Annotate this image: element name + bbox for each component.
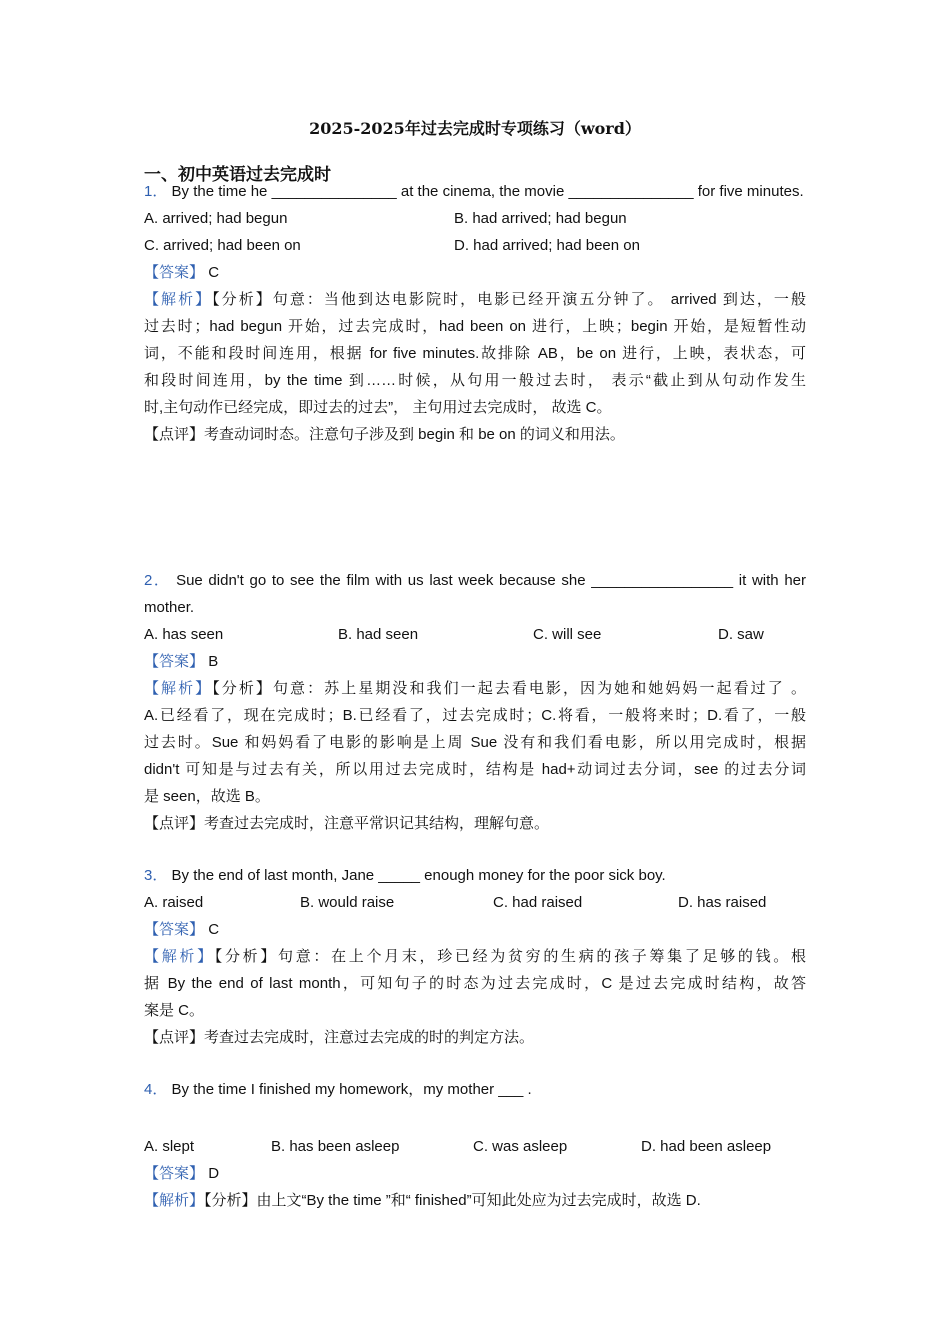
- question-stem: [144, 178, 806, 205]
- answer-value: C: [208, 921, 220, 938]
- question-text: By the end of last month, Jane _____ enough money for the poor sick boy.: [171, 867, 666, 884]
- spacer: [144, 1103, 806, 1133]
- answer-line: [144, 648, 806, 675]
- options-row: [144, 621, 806, 648]
- analysis-line: A.已经看了，现在完成时；B.已经看了，过去完成时；C.将看，一般将来时；D.看了，一般: [144, 707, 806, 724]
- analysis-text: 【分析】由上文“By the time ”和“ finished”可知此处应为过去完成时，故选 D.: [204, 1192, 701, 1209]
- analysis-paragraph: [144, 943, 806, 1024]
- analysis-line: didn't 可知是与过去有关，所以用过去完成时，结构是 had+动词过去分词，see 的过去分词: [144, 761, 806, 778]
- analysis-line: [144, 675, 806, 702]
- question-text-continued: mother.: [144, 599, 195, 616]
- option-b: B. had seen: [338, 626, 419, 643]
- question-number: 1．: [144, 183, 168, 200]
- question-4: [144, 1076, 806, 1214]
- document-title: 2025-2025年过去完成时专项练习（word）: [309, 119, 641, 138]
- section-heading: 一、初中英语过去完成时: [144, 165, 331, 185]
- analysis-line: [144, 286, 806, 313]
- comment-line: 【点评】考查过去完成时，注意平常识记其结构，理解句意。: [144, 815, 550, 832]
- analysis-line: 过去时；had begun 开始，过去完成时，had been on 进行，上映；begin 开始，是短暂性动: [144, 318, 806, 335]
- analysis-tag: 【解析】: [144, 948, 215, 965]
- analysis-line: 和段时间连用，by the time 到……时候，从句用一般过去时， 表示“截止到从句动作发生: [144, 372, 806, 389]
- option-a: A. raised: [144, 894, 204, 911]
- answer-line: [144, 916, 806, 943]
- option-c: C. will see: [533, 626, 602, 643]
- answer-value: D: [208, 1165, 220, 1182]
- option-d: D. had been asleep: [641, 1138, 772, 1155]
- analysis-line: 词，不能和段时间连用，根据 for five minutes.故排除 AB，be on 进行，上映，表状态，可: [144, 345, 806, 362]
- answer-tag: 【答案】: [144, 653, 205, 670]
- analysis-line: 过去时。Sue 和妈妈看了电影的影响是上周 Sue 没有和我们看电影，所以用完成时，根据: [144, 734, 806, 751]
- analysis-tag: 【解析】: [144, 680, 213, 697]
- answer-value: C: [208, 264, 220, 281]
- question-1: [144, 178, 806, 448]
- option-c: C. had raised: [493, 894, 583, 911]
- option-b: B. had arrived; had begun: [454, 210, 627, 227]
- analysis-text: 【分析】句意：苏上星期没和我们一起去看电影，因为她和她妈妈一起看过了 。: [212, 680, 806, 697]
- option-b: B. would raise: [300, 894, 395, 911]
- question-number: 3．: [144, 867, 168, 884]
- analysis-line: [144, 1187, 806, 1214]
- analysis-tag: 【解析】: [144, 1192, 205, 1209]
- comment-line: 【点评】考查动词时态。注意句子涉及到 begin 和 be on 的词义和用法。: [144, 426, 625, 443]
- analysis-paragraph: [144, 286, 806, 421]
- question-number: 4．: [144, 1081, 168, 1098]
- option-c: C. arrived; had been on: [144, 237, 301, 254]
- analysis-paragraph: [144, 1187, 806, 1214]
- question-text: By the time I finished my homework，my mother ___ .: [171, 1081, 532, 1098]
- analysis-line: [144, 943, 806, 970]
- option-d: D. saw: [718, 626, 764, 643]
- answer-line: [144, 259, 806, 286]
- analysis-line: 据 By the end of last month，可知句子的时态为过去完成时，C 是过去完成时结构，故答: [144, 975, 806, 992]
- analysis-line: 是 seen，故选 B。: [144, 788, 270, 805]
- analysis-text: 【分析】句意：当他到达电影院时，电影已经开演五分钟了。 arrived 到达，一般: [212, 291, 806, 308]
- analysis-paragraph: [144, 675, 806, 810]
- analysis-text: 【分析】句意：在上个月末，珍已经为贫穷的生病的孩子筹集了足够的钱。根: [214, 948, 806, 965]
- option-d: D. has raised: [678, 894, 767, 911]
- answer-value: B: [208, 653, 219, 670]
- analysis-line: 时,主句动作已经完成，即过去的过去”， 主句用过去完成时， 故选 C。: [144, 399, 612, 416]
- question-stem: [144, 1076, 806, 1103]
- option-d: D. had arrived; had been on: [454, 237, 640, 254]
- answer-line: [144, 1160, 806, 1187]
- analysis-line: 案是 C。: [144, 1002, 205, 1019]
- comment-line: 【点评】考查过去完成时，注意过去完成的时的判定方法。: [144, 1029, 535, 1046]
- answer-tag: 【答案】: [144, 921, 205, 938]
- analysis-tag: 【解析】: [144, 291, 213, 308]
- options-row: [144, 1133, 806, 1160]
- question-number: 2．: [144, 572, 171, 589]
- question-text: By the time he _______________ at the cinema, the movie _______________ for five minutes.: [171, 183, 804, 200]
- question-2: [144, 567, 806, 837]
- option-b: B. has been asleep: [271, 1138, 400, 1155]
- options-row: [144, 205, 806, 232]
- option-a: A. slept: [144, 1138, 195, 1155]
- question-stem: [144, 862, 806, 889]
- option-a: A. has seen: [144, 626, 224, 643]
- options-row: [144, 232, 806, 259]
- answer-tag: 【答案】: [144, 264, 205, 281]
- answer-tag: 【答案】: [144, 1165, 205, 1182]
- question-text: Sue didn't go to see the film with us last week because she _________________ it with her: [176, 572, 807, 589]
- question-3: [144, 862, 806, 1051]
- options-row: [144, 889, 806, 916]
- option-a: A. arrived; had begun: [144, 210, 288, 227]
- question-stem: [144, 567, 806, 594]
- option-c: C. was asleep: [473, 1138, 568, 1155]
